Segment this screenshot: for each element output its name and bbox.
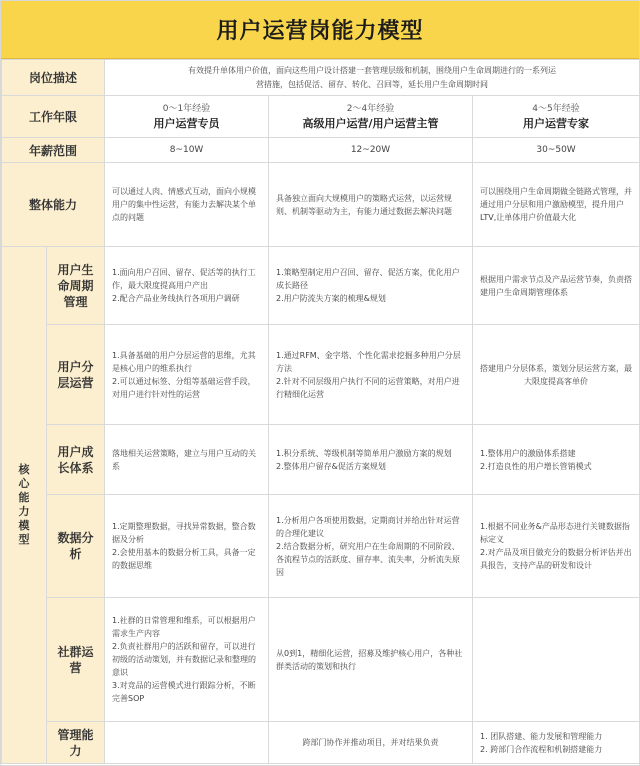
row-segmentation xyxy=(2,325,640,425)
years-label: 工作年限 xyxy=(2,96,105,138)
level-expert xyxy=(473,96,640,138)
core-cell: 搭建用户分层体系，策划分层运营方案，最大限度提高客单价 xyxy=(473,325,640,425)
core-cell: 1.策略型制定用户召回、留存、促活方案，优化用户成长路径 2.用户防流失方案的梳理&规划 xyxy=(269,247,473,325)
core-model-label: 核心能力模型 xyxy=(2,247,47,764)
salary-expert: 30~50W xyxy=(473,138,640,163)
core-item-name: 社群运营 xyxy=(47,598,105,722)
core-cell: 从0到1，精细化运营，招募及维护核心用户，各种社群类活动的策划和执行 xyxy=(269,598,473,722)
core-cell xyxy=(473,598,640,722)
core-item-name: 管理能力 xyxy=(47,722,105,764)
overall-expert: 可以围绕用户生命周期做全链路式管理，并通过用户分层和用户激励模型，提升用户LTV,让单体用户价值最大化 xyxy=(473,163,640,247)
row-position-desc xyxy=(2,60,640,96)
level-title: 用户运营专员 xyxy=(153,116,220,130)
level-junior xyxy=(105,96,269,138)
salary-senior: 12~20W xyxy=(269,138,473,163)
core-cell: 1.面向用户召回、留存、促活等的执行工作，最大限度提高用户产出 2.配合产品业务线执行各项用户调研 xyxy=(105,247,269,325)
level-senior xyxy=(269,96,473,138)
level-title: 用户运营专家 xyxy=(523,116,590,130)
position-desc-label: 岗位描述 xyxy=(2,60,105,96)
page-title: 用户运营岗能力模型 xyxy=(1,1,639,59)
core-cell: 1.根据不同业务&产品形态进行关键数据指标定义 2.对产品及项目做充分的数据分析评估并出具报告，支持产品的研发和设计 xyxy=(473,495,640,598)
core-item-name: 用户生命周期管理 xyxy=(47,247,105,325)
row-lifecycle xyxy=(2,247,640,325)
level-exp: 2～4年经验 xyxy=(346,103,395,114)
core-cell: 1. 团队搭建、能力发展和管理能力 2. 跨部门合作流程和机制搭建能力 xyxy=(473,722,640,764)
core-cell: 1.分析用户各项使用数据，定期商讨并给出针对运营的合理化建议 2.结合数据分析，研究用户在生命周期的不同阶段、各流程节点的活跃度、留存率、流失率，分析流失原因 xyxy=(269,495,473,598)
level-title: 高级用户运营/用户运营主管 xyxy=(302,116,439,130)
core-cell: 根据用户需求节点及产品运营节奏，负责搭建用户生命周期管理体系 xyxy=(473,247,640,325)
overall-label: 整体能力 xyxy=(2,163,105,247)
core-cell: 1.积分系统、等级机制等简单用户激励方案的规划 2.整体用户留存&促活方案规划 xyxy=(269,425,473,495)
core-cell: 落地相关运营策略，建立与用户互动的关系 xyxy=(105,425,269,495)
row-growth xyxy=(2,425,640,495)
level-exp: 4～5年经验 xyxy=(532,103,580,114)
core-cell: 1.社群的日常管理和维系，可以根据用户需求生产内容 2.负责社群用户的活跃和留存，可以进行初级的活动策划，并有数据记录和整理的意识 3.对竞品的运营模式进行跟踪分析，不断完善SOP xyxy=(105,598,269,722)
overall-junior: 可以通过人肉、情感式互动，面向小规模用户的集中性运营，有能力去解决某个单点的问题 xyxy=(105,163,269,247)
level-exp: 0～1年经验 xyxy=(162,103,211,114)
core-cell: 1.通过RFM、金字塔、个性化需求挖掘多种用户分层方法 2.针对不同层级用户执行不同的运营策略，对用户进行精细化运营 xyxy=(269,325,473,425)
core-cell: 跨部门协作并推动项目，并对结果负责 xyxy=(269,722,473,764)
core-cell: 1.定期整理数据，寻找异常数据，整合数据及分析 2.会使用基本的数据分析工具，具备一定的数据思维 xyxy=(105,495,269,598)
core-item-name: 用户成长体系 xyxy=(47,425,105,495)
core-cell xyxy=(105,722,269,764)
position-desc-text: 有效提升单体用户价值，面向这些用户设计搭建一套管理层级和机制，围绕用户生命周期进行的一系列运营措施，包括促活、留存、转化、召回等，延长用户生命周期时间 xyxy=(105,60,640,96)
core-item-name: 数据分析 xyxy=(47,495,105,598)
ability-table xyxy=(1,59,640,764)
row-salary xyxy=(2,138,640,163)
core-item-name: 用户分层运营 xyxy=(47,325,105,425)
row-community xyxy=(2,598,640,722)
overall-senior: 具备独立面向大规模用户的策略式运营，以运营规则、机制等驱动为主，有能力通过数据去解决问题 xyxy=(269,163,473,247)
core-cell: 1.具备基础的用户分层运营的思维，尤其是核心用户的维系执行 2.可以通过标签、分组等基础运营手段，对用户进行针对性的运营 xyxy=(105,325,269,425)
row-data-analysis xyxy=(2,495,640,598)
salary-label: 年薪范围 xyxy=(2,138,105,163)
core-cell: 1.整体用户的激励体系搭建 2.打造良性的用户增长管销模式 xyxy=(473,425,640,495)
row-management xyxy=(2,722,640,764)
salary-junior: 8~10W xyxy=(105,138,269,163)
row-years xyxy=(2,96,640,138)
row-overall xyxy=(2,163,640,247)
